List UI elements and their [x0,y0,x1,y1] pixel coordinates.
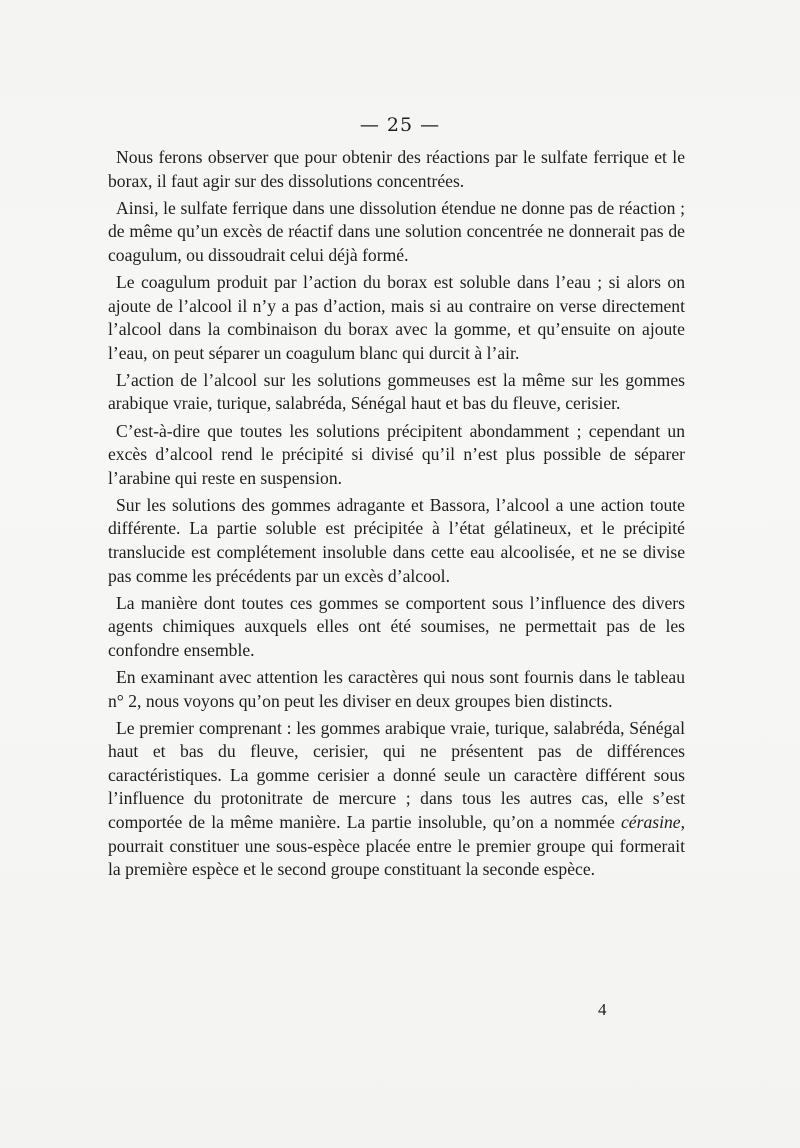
paragraph-3: Le coagulum produit par l’action du borax est soluble dans l’eau ; si alors on ajoute de l’alcool il n’y a pas d’action, mais si au contraire on verse directement l’alcool dans la combinaison du borax avec la gomme, et qu’ensuite on ajoute l’eau, on peut séparer un coagulum blanc qui durcit à l’air. [108,271,685,363]
cerasine-term: cérasine [620,812,681,833]
page-number: — 25 — [359,114,441,136]
paragraph-1: Nous ferons observer que pour obtenir des réactions par le sulfate ferrique et le borax, il faut agir sur des dissolutions concentrées. [108,147,685,191]
paragraph-9-part-2: , pourrait constituer une sous-espèce placée entre le premier groupe qui formerait la première espèce et le second groupe constituant la seconde espèce. [108,812,685,880]
paragraph-9-part-1: Le premier comprenant : les gommes arabique vraie, turique, salabréda, Sénégal haut et bas du fleuve, cerisier, qui ne présentent pas de différences caractéristiques. La gomme cerisier a donné seule un caractère différent sous l’influence du protonitrate de mercure ; dans tous les autres cas, elle s’est comportée de la même manière. La partie insoluble, qu’on a nommée [108,717,685,833]
text-body [108,146,685,885]
paragraph-5: C’est-à-dire que toutes les solutions précipitent abondamment ; cependant un excès d’alcool rend le précipité si divisé qu’il n’est plus possible de séparer l’arabine qui reste en suspension. [108,420,685,488]
paragraph-2: Ainsi, le sulfate ferrique dans une dissolution étendue ne donne pas de réaction ; de même qu’un excès de réactif dans une solution concentrée ne donnerait pas de coagulum, ou dissoudrait celui déjà formé. [108,197,685,265]
signature-mark: 4 [598,1000,607,1019]
paragraph-8: En examinant avec attention les caractères qui nous sont fournis dans le tableau n° 2, nous voyons qu’on peut les diviser en deux groupes bien distincts. [108,666,685,711]
paragraph-9 [108,717,685,882]
paragraph-7: La manière dont toutes ces gommes se comportent sous l’influence des divers agents chimiques auxquels elles ont été soumises, ne permettait pas de les confondre ensemble. [108,592,685,660]
paragraph-6: Sur les solutions des gommes adragante et Bassora, l’alcool a une action toute différente. La partie soluble est précipitée à l’état gélatineux, et le précipité translucide est complétement insoluble dans cette eau alcoolisée, et ne se divise pas comme les précédents par un excès d’alcool. [108,494,685,586]
paragraph-4: L’action de l’alcool sur les solutions gommeuses est la même sur les gommes arabique vraie, turique, salabréda, Sénégal haut et bas du fleuve, cerisier. [108,369,685,414]
